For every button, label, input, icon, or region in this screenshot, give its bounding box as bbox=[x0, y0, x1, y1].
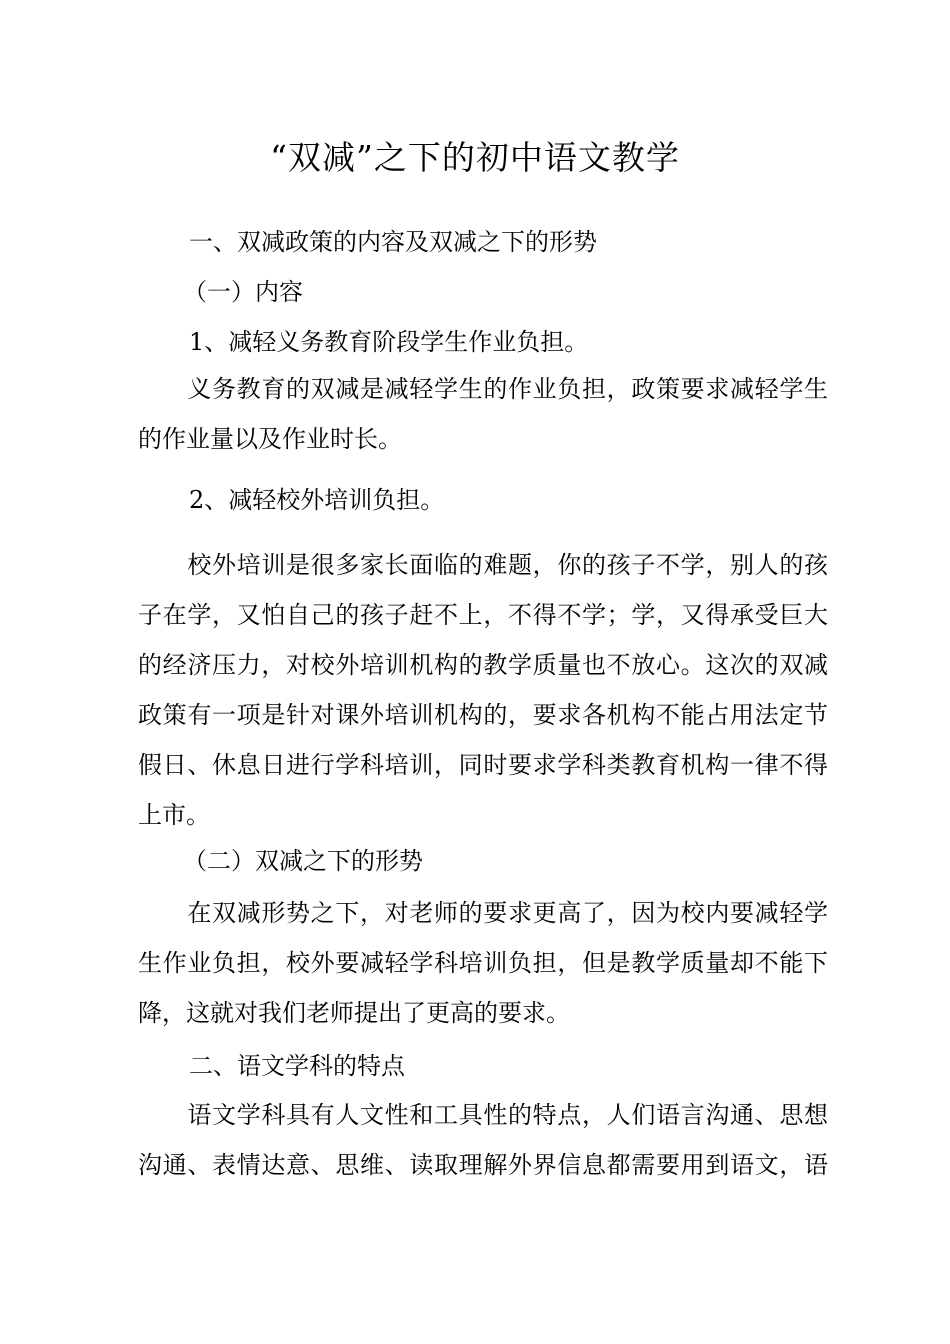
item-heading-2: 2、减轻校外培训负担。 bbox=[189, 486, 445, 514]
subsection-heading-situation: （二）双减之下的形势 bbox=[183, 847, 423, 875]
paragraph-line: 在双减形势之下，对老师的要求更高了，因为校内要减轻学 bbox=[138, 899, 828, 927]
paragraph-line: 上市。 bbox=[138, 801, 210, 829]
paragraph-line: 义务教育的双减是减轻学生的作业负担，政策要求减轻学生 bbox=[138, 375, 828, 403]
item-heading-1: 1、减轻义务教育阶段学生作业负担。 bbox=[189, 328, 589, 356]
paragraph-line: 降，这就对我们老师提出了更高的要求。 bbox=[138, 999, 570, 1027]
paragraph-line: 生作业负担，校外要减轻学科培训负担，但是教学质量却不能下 bbox=[138, 949, 828, 977]
subsection-heading-contents: （一）内容 bbox=[183, 278, 303, 306]
paragraph-chinese-subject-features bbox=[138, 1090, 828, 1190]
paragraph-line: 子在学，又怕自己的孩子赶不上，不得不学；学，又得承受巨大 bbox=[138, 601, 828, 629]
paragraph-line: 沟通、表情达意、思维、读取理解外界信息都需要用到语文，语 bbox=[138, 1151, 828, 1179]
paragraph-line: 的经济压力，对校外培训机构的教学质量也不放心。这次的双减 bbox=[138, 651, 828, 679]
paragraph-offcampus-training bbox=[138, 540, 828, 840]
section-heading-1: 一、双减政策的内容及双减之下的形势 bbox=[189, 228, 597, 256]
paragraph-teacher-requirements bbox=[138, 888, 828, 1038]
paragraph-line: 的作业量以及作业时长。 bbox=[138, 425, 402, 453]
document-title: “双减”之下的初中语文教学 bbox=[270, 138, 680, 177]
paragraph-line: 政策有一项是针对课外培训机构的，要求各机构不能占用法定节 bbox=[138, 701, 828, 729]
section-heading-2: 二、语文学科的特点 bbox=[189, 1052, 405, 1080]
paragraph-line: 校外培训是很多家长面临的难题，你的孩子不学，别人的孩 bbox=[138, 551, 828, 579]
paragraph-line: 假日、休息日进行学科培训，同时要求学科类教育机构一律不得 bbox=[138, 751, 828, 779]
paragraph-homework-burden bbox=[138, 364, 828, 464]
paragraph-line: 语文学科具有人文性和工具性的特点，人们语言沟通、思想 bbox=[138, 1101, 828, 1129]
